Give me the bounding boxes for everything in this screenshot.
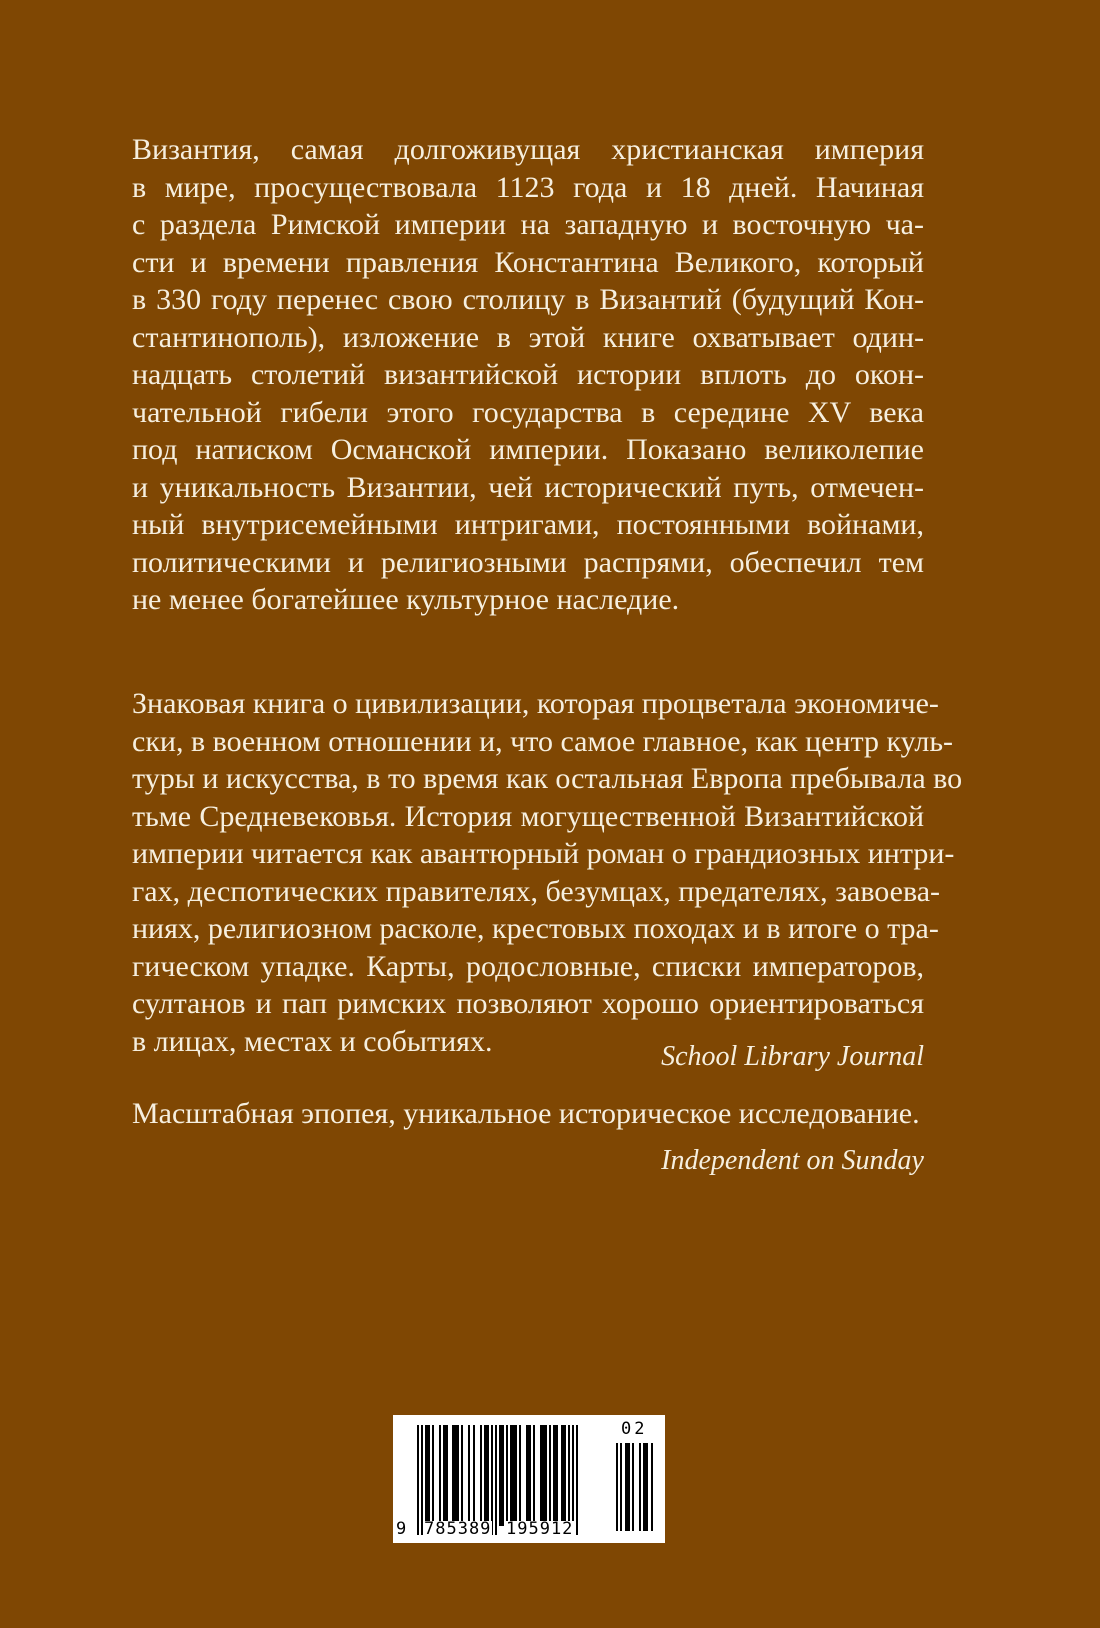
isbn-barcode: [393, 1415, 665, 1543]
annotation-paragraph: [132, 131, 924, 619]
text-line: не менее богатейшее культурное наследие.: [132, 583, 680, 616]
text-line: политическими и религиозными распрями, обеспечил тем: [132, 545, 924, 579]
barcode-addon-bars: [616, 1443, 653, 1531]
text-line: туры и искусства, в то время как остальная Европа пребывала во: [132, 762, 963, 795]
barcode-right-digits: 195912: [506, 1519, 574, 1539]
text-line: Византия, самая долгоживущая христианская империя: [132, 133, 924, 166]
text-line: чательной гибели этого государства в середине XV века: [132, 395, 924, 429]
review-quote-paragraph: [132, 685, 963, 1060]
quote-attribution: School Library Journal: [661, 1041, 924, 1072]
barcode-lead-digit: 9: [396, 1519, 408, 1539]
barcode-left-digits: 785389: [424, 1519, 492, 1539]
text-line: надцать столетий византийской истории вплоть до окон-: [132, 358, 924, 391]
barcode-addon-digits: 02: [621, 1419, 648, 1439]
text-line: ски, в военном отношении и, что самое главное, как центр куль-: [132, 724, 954, 758]
text-line: гическом упадке. Карты, родословные, списки императоров,: [132, 949, 924, 983]
text-line: в 330 году перенес свою столицу в Византий (будущий Кон-: [132, 283, 924, 316]
text-line: с раздела Римской империи на западную и восточную ча-: [132, 208, 924, 241]
text-line: и уникальность Византии, чей исторический путь, отмечен-: [132, 470, 924, 504]
text-line: империи читается как авантюрный роман о грандиозных интри-: [132, 837, 955, 870]
text-line: в лицах, местах и событиях.: [132, 1024, 493, 1058]
text-line: сти и времени правления Константина Великого, который: [132, 245, 924, 279]
quote-attribution: Independent on Sunday: [661, 1145, 924, 1176]
text-line: в мире, просуществовала 1123 года и 18 дней. Начиная: [132, 170, 924, 204]
text-line: стантинополь), изложение в этой книге охватывает один-: [132, 320, 924, 354]
text-line: султанов и пап римских позволяют хорошо ориентироваться: [132, 987, 924, 1020]
text-line: тьме Средневековья. История могущественной Византийской: [132, 799, 924, 833]
text-line: Знаковая книга о цивилизации, которая процветала экономиче-: [132, 687, 939, 720]
text-line: гах, деспотических правителях, безумцах, предателях, завоева-: [132, 874, 941, 908]
text-line: под натиском Османской империи. Показано великолепие: [132, 433, 924, 466]
review-quote-paragraph: [132, 1095, 924, 1133]
text-line: Масштабная эпопея, уникальное историческое исследование.: [132, 1097, 920, 1130]
text-line: ниях, религиозном расколе, крестовых походах и в итоге о тра-: [132, 912, 939, 945]
text-line: ный внутрисемейными интригами, постоянными войнами,: [132, 508, 924, 541]
